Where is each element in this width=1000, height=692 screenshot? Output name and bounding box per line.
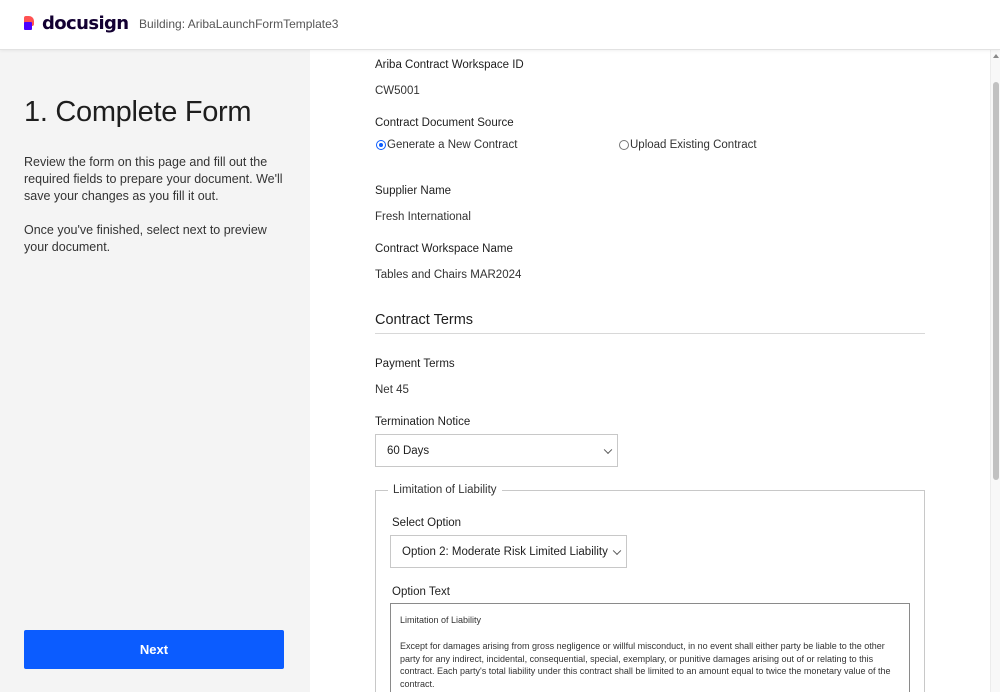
payment-terms-value: Net 45 <box>375 384 409 396</box>
radio-generate-label: Generate a New Contract <box>387 139 518 151</box>
contract-terms-heading: Contract Terms <box>375 312 474 328</box>
payment-terms-label: Payment Terms <box>375 358 455 370</box>
scrollbar-thumb[interactable] <box>993 82 999 480</box>
select-option-label: Select Option <box>392 517 462 529</box>
workspace-name-value: Tables and Chairs MAR2024 <box>375 269 522 281</box>
step-title: 1. Complete Form <box>24 96 252 128</box>
doc-source-label: Contract Document Source <box>375 117 514 129</box>
option-text-area[interactable] <box>390 603 910 692</box>
limitation-of-liability-legend: Limitation of Liability <box>388 484 502 496</box>
liability-option-value: Option 2: Moderate Risk Limited Liability <box>402 545 608 558</box>
option-text-body: Except for damages arising from gross negligence or willful misconduct, in no event shall either party be liable to the other party for any indirect, incidental, consequential, special, exemplary, or punitive damages arising out of or relating to this contract. Each party's total liability under this contract shall be limited to an amount equal to twice the monetary value of the contract. <box>400 640 891 690</box>
next-instructions-text: Once you've finished, select next to preview your document. <box>24 223 267 254</box>
form-panel <box>310 50 990 692</box>
radio-generate-new-contract[interactable] <box>376 139 517 151</box>
termination-notice-value: 60 Days <box>387 444 430 457</box>
option-text-label: Option Text <box>392 586 450 598</box>
next-button[interactable]: Next <box>24 630 284 669</box>
top-bar <box>0 0 1000 50</box>
supplier-name-value: Fresh International <box>375 211 471 223</box>
radio-unselected-icon <box>619 140 629 150</box>
chevron-down-icon <box>613 546 621 554</box>
workspace-name-label: Contract Workspace Name <box>375 243 513 255</box>
workspace-id-value: CW5001 <box>375 85 420 97</box>
radio-selected-icon <box>376 140 386 150</box>
option-text-heading: Limitation of Liability <box>400 615 482 625</box>
scroll-up-icon[interactable] <box>993 54 999 58</box>
section-divider <box>375 333 925 334</box>
brand-name: docusign <box>42 13 129 34</box>
termination-notice-select[interactable] <box>375 434 618 467</box>
radio-upload-label: Upload Existing Contract <box>630 139 757 151</box>
building-template-title: Building: AribaLaunchFormTemplate3 <box>139 17 339 31</box>
supplier-name-label: Supplier Name <box>375 185 452 197</box>
chevron-down-icon <box>604 445 612 453</box>
termination-notice-label: Termination Notice <box>375 416 471 428</box>
page-scrollbar[interactable] <box>990 50 1000 692</box>
instructions-panel <box>0 50 310 692</box>
workspace-id-label: Ariba Contract Workspace ID <box>375 59 524 71</box>
radio-upload-existing-contract[interactable] <box>619 139 757 151</box>
docusign-logo[interactable] <box>24 13 129 34</box>
liability-option-select[interactable] <box>390 535 627 568</box>
docusign-logo-icon <box>24 16 38 32</box>
instructions-text: Review the form on this page and fill out the required fields to prepare your document. We'll save your changes as you fill it out. <box>24 155 283 203</box>
